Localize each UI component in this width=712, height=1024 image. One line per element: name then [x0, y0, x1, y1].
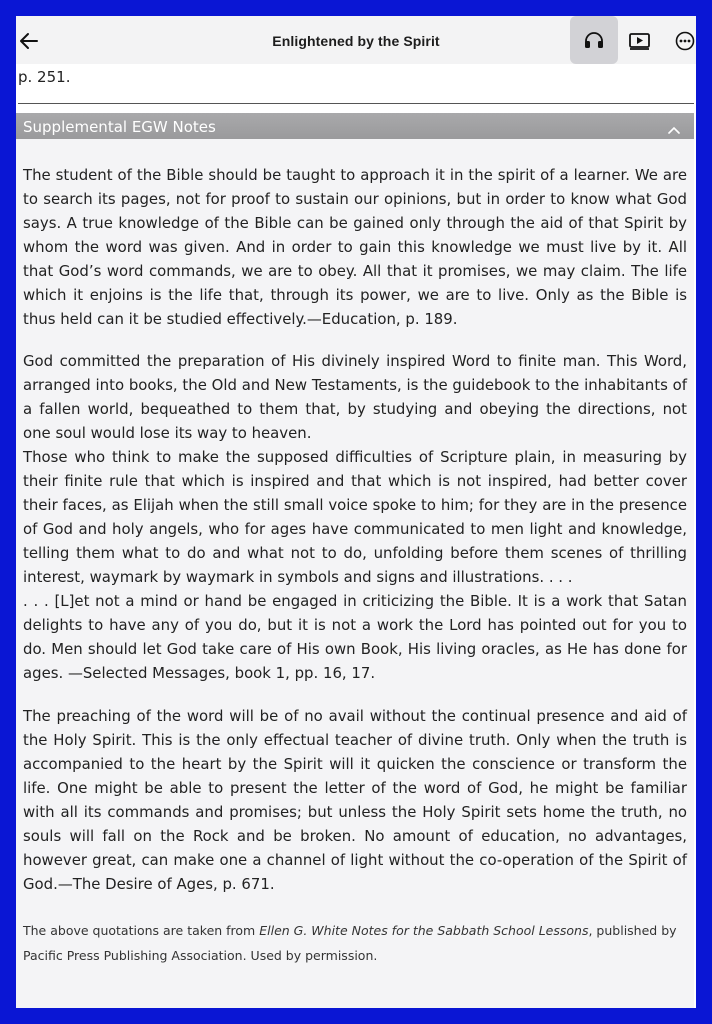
note-paragraph: The student of the Bible should be taught to approach it in the spirit of a learner. We are to search its pages, not for proof to sustain our opinions, but in order to know what God says. A true knowledge of the Bible can be gained only through the aid of that Spirit by whom the word was given. And in order to gain this knowledge we must live by it. All that God’s word commands, we are to obey. All that it promises, we may claim. The life which it enjoins is the life that, through its power, we are to live. Only as the Bible is thus held can it be studied effectively.—Education, p. 189. — [23, 166, 687, 328]
lesson-content — [16, 64, 696, 1008]
divider — [18, 103, 694, 104]
footer-suffix: , published by Pacific Press Publishing Association. Used by permission. — [23, 923, 677, 963]
supplemental-notes-body — [16, 139, 694, 1008]
note-paragraph-part: . . . [L]et not a mind or hand be engaged in criticizing the Bible. It is a work that Satan delights to have any of you do, but it is not a work the Lord has pointed out for you to do. Men should let God take care of His own Book, His living oracles, as He has done for ages. —Selected Messages, book 1, pp. 16, 17. — [23, 592, 687, 682]
notes-header-label: Supplemental EGW Notes — [23, 118, 216, 136]
note-paragraph-part: Those who think to make the supposed difficulties of Scripture plain, in measuring by their finite rule that which is inspired and that which is not inspired, had better cover their faces, as Elijah when the still small voice spoke to him; for they are in the presence of God and holy angels, who for ages have communicated to men light and knowledge, telling them what to do and what not to do, unfolding before them scenes of thrilling interest, waymark by waymark in symbols and signs and illustrations. . . . — [23, 448, 687, 586]
page-title: Enlightened by the Spirit — [272, 33, 440, 49]
play-video-icon[interactable] — [627, 28, 653, 54]
more-ellipsis-icon[interactable] — [672, 28, 696, 54]
attribution-footer — [23, 918, 687, 968]
note-paragraph — [23, 349, 687, 685]
note-paragraph: The preaching of the word will be of no avail without the continual presence and aid of the Holy Spirit. This is the only effectual teacher of divine truth. Only when the truth is accompanied to the heart by the Spirit will it quicken the conscience or transform the life. One might be able to present the letter of the word of God, he might be familiar with all its commands and promises; but unless the Holy Spirit sets home the truth, no souls will fall on the Rock and be broken. No amount of education, no advantages, however great, can make one a channel of light without the co-operation of the Spirit of God.—The Desire of Ages, p. 671. — [23, 707, 687, 893]
footer-prefix: The above quotations are taken from — [23, 923, 260, 938]
top-toolbar — [16, 16, 696, 64]
footer-book-title: Ellen G. White Notes for the Sabbath School Lessons — [259, 923, 589, 938]
note-paragraph-part: God committed the preparation of His divinely inspired Word to finite man. This Word, arranged into books, the Old and New Testaments, is the guidebook to the inhabitants of a fallen world, bequeathed to them that, by studying and obeying the directions, not one soul would lose its way to heaven. — [23, 352, 687, 442]
chevron-up-icon[interactable] — [668, 121, 680, 139]
supplemental-notes-header[interactable] — [16, 113, 694, 139]
headphones-icon[interactable] — [570, 16, 618, 64]
app-screen — [16, 16, 696, 1008]
previous-reference: p. 251. — [18, 68, 71, 86]
